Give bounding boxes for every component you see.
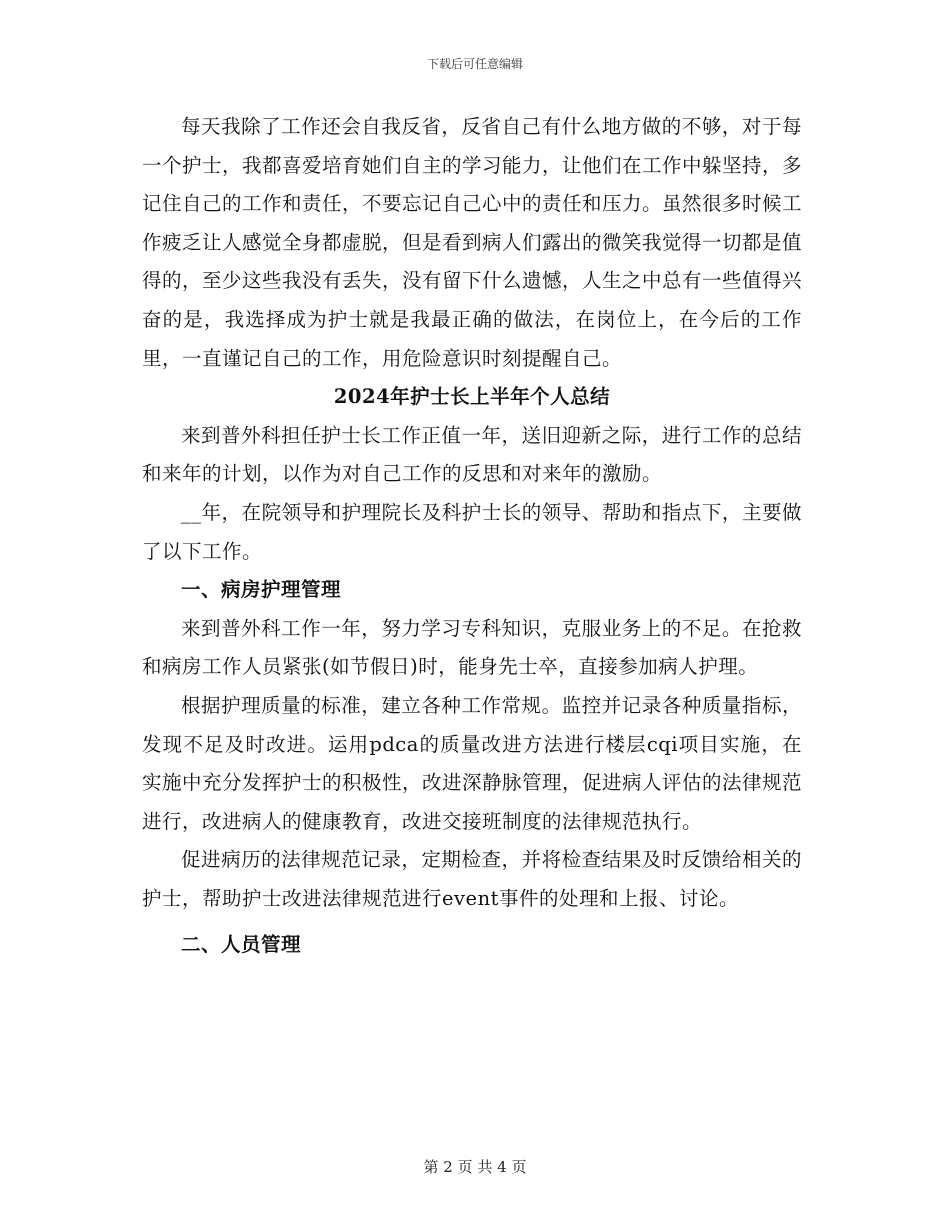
- paragraph-quality-standards: 根据护理质量的标准，建立各种工作常规。监控并记录各种质量指标，发现不足及时改进。运用pdca的质量改进方法进行楼层cqi项目实施，在实施中充分发挥护士的积极性，改进深静脉管理，促进病人评估的法律规范进行，改进病人的健康教育，改进交接班制度的法律规范执行。: [142, 693, 803, 833]
- document-body: [142, 108, 802, 965]
- page-footer: 第 2 页 共 4 页: [423, 1158, 527, 1176]
- paragraph-reflection: 每天我除了工作还会自我反省，反省自己有什么地方做的不够，对于每一个护士，我都喜爱培育她们自主的学习能力，让他们在工作中躲坚持，多记住自己的工作和责任，不要忘记自己心中的责任和压力。虽然很多时候工作疲乏让人感觉全身都虚脱，但是看到病人们露出的微笑我觉得一切都是值得的，至少这些我没有丢失，没有留下什么遗憾，人生之中总有一些值得兴奋的是，我选择成为护士就是我最正确的做法，在岗位上，在今后的工作里，一直谨记自己的工作，用危险意识时刻提醒自己。: [142, 115, 803, 370]
- paragraph-year-summary: __年，在院领导和护理院长及科护士长的领导、帮助和指点下，主要做了以下工作。: [142, 500, 802, 563]
- document-title: 2024年护士长上半年个人总结: [333, 385, 611, 409]
- page-header: 下载后可任意编辑: [426, 57, 523, 71]
- paragraph-medical-records: 促进病历的法律规范记录，定期检查，并将检查结果及时反馈给相关的护士，帮助护士改进法律规范进行event事件的处理和上报、讨论。: [142, 848, 802, 910]
- paragraph-intro: 来到普外科担任护士长工作正值一年，送旧迎新之际，进行工作的总结和来年的计划，以作为对自己工作的反思和对来年的激励。: [142, 423, 802, 486]
- paragraph-ward-work: 来到普外科工作一年，努力学习专科知识，克服业务上的不足。在抢救和病房工作人员紧张(如节假日)时，能身先士卒，直接参加病人护理。: [142, 616, 802, 679]
- section-heading-ward-management: 一、病房护理管理: [181, 578, 342, 602]
- section-heading-staff-management: 二、人员管理: [181, 933, 302, 957]
